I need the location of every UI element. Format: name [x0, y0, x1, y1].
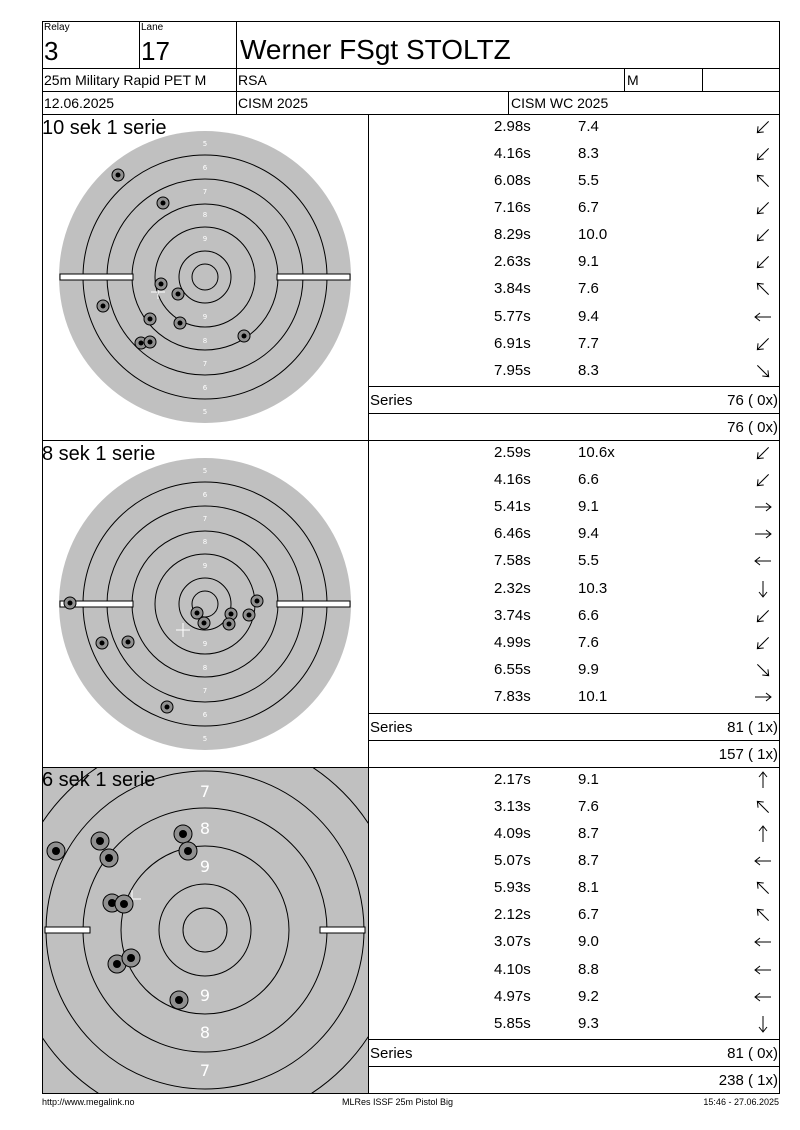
- shot-value: 9.1: [578, 771, 599, 788]
- ring-label: 7: [202, 515, 208, 523]
- series-2-summary: [370, 714, 780, 741]
- ring-label: 6: [202, 491, 208, 499]
- shot-row: [370, 794, 780, 821]
- ring-label: 5: [202, 140, 208, 148]
- shot-value: 6.6: [578, 471, 599, 488]
- shot-value: 8.1: [578, 879, 599, 896]
- series-label: Series: [370, 719, 413, 736]
- shot-hole: [64, 597, 76, 609]
- shot-value: 7.4: [578, 118, 599, 135]
- shot-row: [370, 195, 780, 222]
- ring-label: 5: [202, 467, 208, 475]
- shot-value: 6.7: [578, 906, 599, 923]
- shot-time: 3.13s: [494, 798, 531, 815]
- ring-label: 9: [202, 562, 208, 570]
- direction-arrow-icon: [752, 823, 774, 845]
- direction-arrow-icon: [752, 523, 774, 545]
- shot-hole: [174, 317, 186, 329]
- shot-time: 6.46s: [494, 525, 531, 542]
- footer-timestamp: 15:46 - 27.06.2025: [703, 1097, 779, 1107]
- shot-time: 7.58s: [494, 552, 531, 569]
- relay-label: Relay: [44, 22, 70, 33]
- event-name: 25m Military Rapid PET M: [44, 72, 207, 88]
- shot-row: [370, 304, 780, 331]
- shot-value: 9.9: [578, 661, 599, 678]
- shot-value: 8.7: [578, 852, 599, 869]
- shot-row: [370, 114, 780, 141]
- shot-value: 10.3: [578, 580, 608, 597]
- direction-arrow-icon: [752, 796, 774, 818]
- shot-row: [370, 494, 780, 521]
- direction-arrow-icon: [752, 469, 774, 491]
- shot-time: 2.98s: [494, 118, 531, 135]
- ring-label: 7: [199, 782, 211, 801]
- total-score: 157 ( 1x): [718, 746, 778, 763]
- ring-label: 7: [202, 360, 208, 368]
- ring-label: 8: [202, 337, 208, 345]
- shot-row: [370, 875, 780, 902]
- shot-value: 6.6: [578, 607, 599, 624]
- direction-arrow-icon: [752, 251, 774, 273]
- shot-hole: [122, 949, 140, 967]
- shot-row: [370, 603, 780, 630]
- series-score: 76 ( 0x): [727, 392, 778, 409]
- shot-time: 4.16s: [494, 471, 531, 488]
- shot-hole: [179, 842, 197, 860]
- shot-value: 9.1: [578, 253, 599, 270]
- direction-arrow-icon: [752, 931, 774, 953]
- ring-label: 9: [202, 313, 208, 321]
- shot-time: 3.07s: [494, 933, 531, 950]
- gender: M: [627, 72, 639, 88]
- shot-value: 7.7: [578, 335, 599, 352]
- shot-time: 4.09s: [494, 825, 531, 842]
- shot-hole: [100, 849, 118, 867]
- shooter-name: Werner FSgt STOLTZ: [240, 34, 511, 65]
- nation: RSA: [238, 72, 267, 88]
- shot-hole: [144, 313, 156, 325]
- direction-arrow-icon: [752, 496, 774, 518]
- shot-row: [370, 684, 780, 711]
- shot-value: 10.1: [578, 688, 608, 705]
- ring-label: 9: [202, 640, 208, 648]
- shot-hole: [238, 330, 250, 342]
- shot-hole: [122, 636, 134, 648]
- ring-label: 7: [202, 188, 208, 196]
- ring-label: 7: [199, 1061, 211, 1080]
- shot-time: 5.85s: [494, 1015, 531, 1032]
- shot-time: 5.41s: [494, 498, 531, 515]
- shot-row: [370, 440, 780, 467]
- shot-hole: [174, 825, 192, 843]
- ring-label: 7: [202, 687, 208, 695]
- total-score: 238 ( 1x): [718, 1072, 778, 1089]
- shot-time: 8.29s: [494, 226, 531, 243]
- shot-value: 9.3: [578, 1015, 599, 1032]
- shot-row: [370, 276, 780, 303]
- series-2-title: 8 sek 1 serie: [42, 443, 156, 465]
- target-series-3: [43, 768, 368, 1093]
- footer-software: MLRes ISSF 25m Pistol Big: [342, 1097, 454, 1107]
- series-score: 81 ( 0x): [727, 1045, 778, 1062]
- shot-hole: [144, 336, 156, 348]
- direction-arrow-icon: [752, 224, 774, 246]
- ring-label: 8: [202, 538, 208, 546]
- shot-time: 4.97s: [494, 988, 531, 1005]
- shot-row: [370, 576, 780, 603]
- shot-row: [370, 331, 780, 358]
- shot-row: [370, 657, 780, 684]
- series-1-summary: [370, 387, 780, 414]
- direction-arrow-icon: [752, 986, 774, 1008]
- shot-value: 7.6: [578, 280, 599, 297]
- series-2-total: [370, 741, 780, 768]
- ring-label: 9: [199, 857, 211, 876]
- ring-label: 8: [199, 819, 211, 838]
- shot-row: [370, 467, 780, 494]
- shot-row: [370, 984, 780, 1011]
- shot-time: 4.10s: [494, 961, 531, 978]
- direction-arrow-icon: [752, 578, 774, 600]
- shot-value: 6.7: [578, 199, 599, 216]
- shot-value: 9.4: [578, 308, 599, 325]
- shot-row: [370, 902, 780, 929]
- direction-arrow-icon: [752, 1013, 774, 1035]
- target-series-1: [43, 115, 368, 440]
- shot-value: 9.1: [578, 498, 599, 515]
- direction-arrow-icon: [752, 659, 774, 681]
- total-score: 76 ( 0x): [727, 419, 778, 436]
- direction-arrow-icon: [752, 850, 774, 872]
- shot-hole: [157, 197, 169, 209]
- series-1-total: [370, 414, 780, 441]
- shot-row: [370, 821, 780, 848]
- series-score: 81 ( 1x): [727, 719, 778, 736]
- ring-label: 6: [202, 711, 208, 719]
- direction-arrow-icon: [752, 278, 774, 300]
- ring-label: 8: [199, 1023, 211, 1042]
- series-3-summary: [370, 1040, 780, 1067]
- shot-time: 3.84s: [494, 280, 531, 297]
- shot-time: 7.95s: [494, 362, 531, 379]
- shot-value: 7.6: [578, 798, 599, 815]
- direction-arrow-icon: [752, 769, 774, 791]
- direction-arrow-icon: [752, 116, 774, 138]
- shot-row: [370, 1011, 780, 1038]
- direction-arrow-icon: [752, 686, 774, 708]
- shot-time: 2.59s: [494, 444, 531, 461]
- shot-value: 10.0: [578, 226, 608, 243]
- shot-hole: [161, 701, 173, 713]
- shot-row: [370, 848, 780, 875]
- shot-value: 7.6: [578, 634, 599, 651]
- shot-hole: [172, 288, 184, 300]
- shot-hole: [223, 618, 235, 630]
- series-label: Series: [370, 392, 413, 409]
- shot-row: [370, 767, 780, 794]
- series-label: Series: [370, 1045, 413, 1062]
- shot-hole: [198, 617, 210, 629]
- shot-time: 6.55s: [494, 661, 531, 678]
- shot-row: [370, 141, 780, 168]
- date: 12.06.2025: [44, 95, 115, 111]
- ring-label: 8: [202, 211, 208, 219]
- direction-arrow-icon: [752, 605, 774, 627]
- shot-value: 5.5: [578, 172, 599, 189]
- shot-time: 5.77s: [494, 308, 531, 325]
- direction-arrow-icon: [752, 959, 774, 981]
- shot-time: 6.91s: [494, 335, 531, 352]
- shot-hole: [251, 595, 263, 607]
- shot-value: 9.4: [578, 525, 599, 542]
- shot-time: 7.83s: [494, 688, 531, 705]
- ring-label: 5: [202, 408, 208, 416]
- shot-time: 2.32s: [494, 580, 531, 597]
- direction-arrow-icon: [752, 333, 774, 355]
- shot-hole: [155, 278, 167, 290]
- shot-time: 6.08s: [494, 172, 531, 189]
- direction-arrow-icon: [752, 360, 774, 382]
- championship-name: CISM WC 2025: [511, 95, 609, 111]
- shot-row: [370, 521, 780, 548]
- ring-label: 6: [202, 384, 208, 392]
- shot-value: 8.3: [578, 362, 599, 379]
- shot-value: 9.2: [578, 988, 599, 1005]
- shot-row: [370, 548, 780, 575]
- direction-arrow-icon: [752, 170, 774, 192]
- footer-url[interactable]: http://www.megalink.no: [42, 1097, 135, 1107]
- direction-arrow-icon: [752, 632, 774, 654]
- series-1-title: 10 sek 1 serie: [42, 117, 167, 139]
- shot-row: [370, 957, 780, 984]
- shot-value: 5.5: [578, 552, 599, 569]
- shot-time: 4.16s: [494, 145, 531, 162]
- competition-name: CISM 2025: [238, 95, 309, 111]
- shot-row: [370, 630, 780, 657]
- shot-hole: [96, 637, 108, 649]
- direction-arrow-icon: [752, 197, 774, 219]
- series-3-total: [370, 1067, 780, 1094]
- direction-arrow-icon: [752, 904, 774, 926]
- shot-row: [370, 358, 780, 385]
- shot-time: 4.99s: [494, 634, 531, 651]
- shot-row: [370, 222, 780, 249]
- shot-time: 2.63s: [494, 253, 531, 270]
- shot-time: 2.17s: [494, 771, 531, 788]
- shot-hole: [115, 895, 133, 913]
- shot-time: 7.16s: [494, 199, 531, 216]
- shot-hole: [243, 609, 255, 621]
- shot-row: [370, 168, 780, 195]
- ring-label: 6: [202, 164, 208, 172]
- shot-value: 8.7: [578, 825, 599, 842]
- series-3-title: 6 sek 1 serie: [42, 769, 156, 791]
- ring-label: 9: [199, 986, 211, 1005]
- shot-hole: [170, 991, 188, 1009]
- direction-arrow-icon: [752, 877, 774, 899]
- shot-hole: [91, 832, 109, 850]
- direction-arrow-icon: [752, 442, 774, 464]
- shot-row: [370, 249, 780, 276]
- shot-time: 3.74s: [494, 607, 531, 624]
- direction-arrow-icon: [752, 550, 774, 572]
- shot-row: [370, 929, 780, 956]
- lane-number: 17: [141, 36, 170, 66]
- shot-hole: [112, 169, 124, 181]
- lane-label: Lane: [141, 22, 164, 33]
- shot-time: 5.93s: [494, 879, 531, 896]
- shot-value: 9.0: [578, 933, 599, 950]
- target-series-2: [43, 441, 368, 767]
- ring-label: 9: [202, 235, 208, 243]
- direction-arrow-icon: [752, 143, 774, 165]
- shot-value: 10.6x: [578, 444, 615, 461]
- shot-value: 8.3: [578, 145, 599, 162]
- shot-value: 8.8: [578, 961, 599, 978]
- shot-time: 2.12s: [494, 906, 531, 923]
- direction-arrow-icon: [752, 306, 774, 328]
- ring-label: 8: [202, 664, 208, 672]
- ring-label: 5: [202, 735, 208, 743]
- shot-hole: [97, 300, 109, 312]
- relay-number: 3: [44, 36, 59, 66]
- shot-time: 5.07s: [494, 852, 531, 869]
- shot-hole: [47, 842, 65, 860]
